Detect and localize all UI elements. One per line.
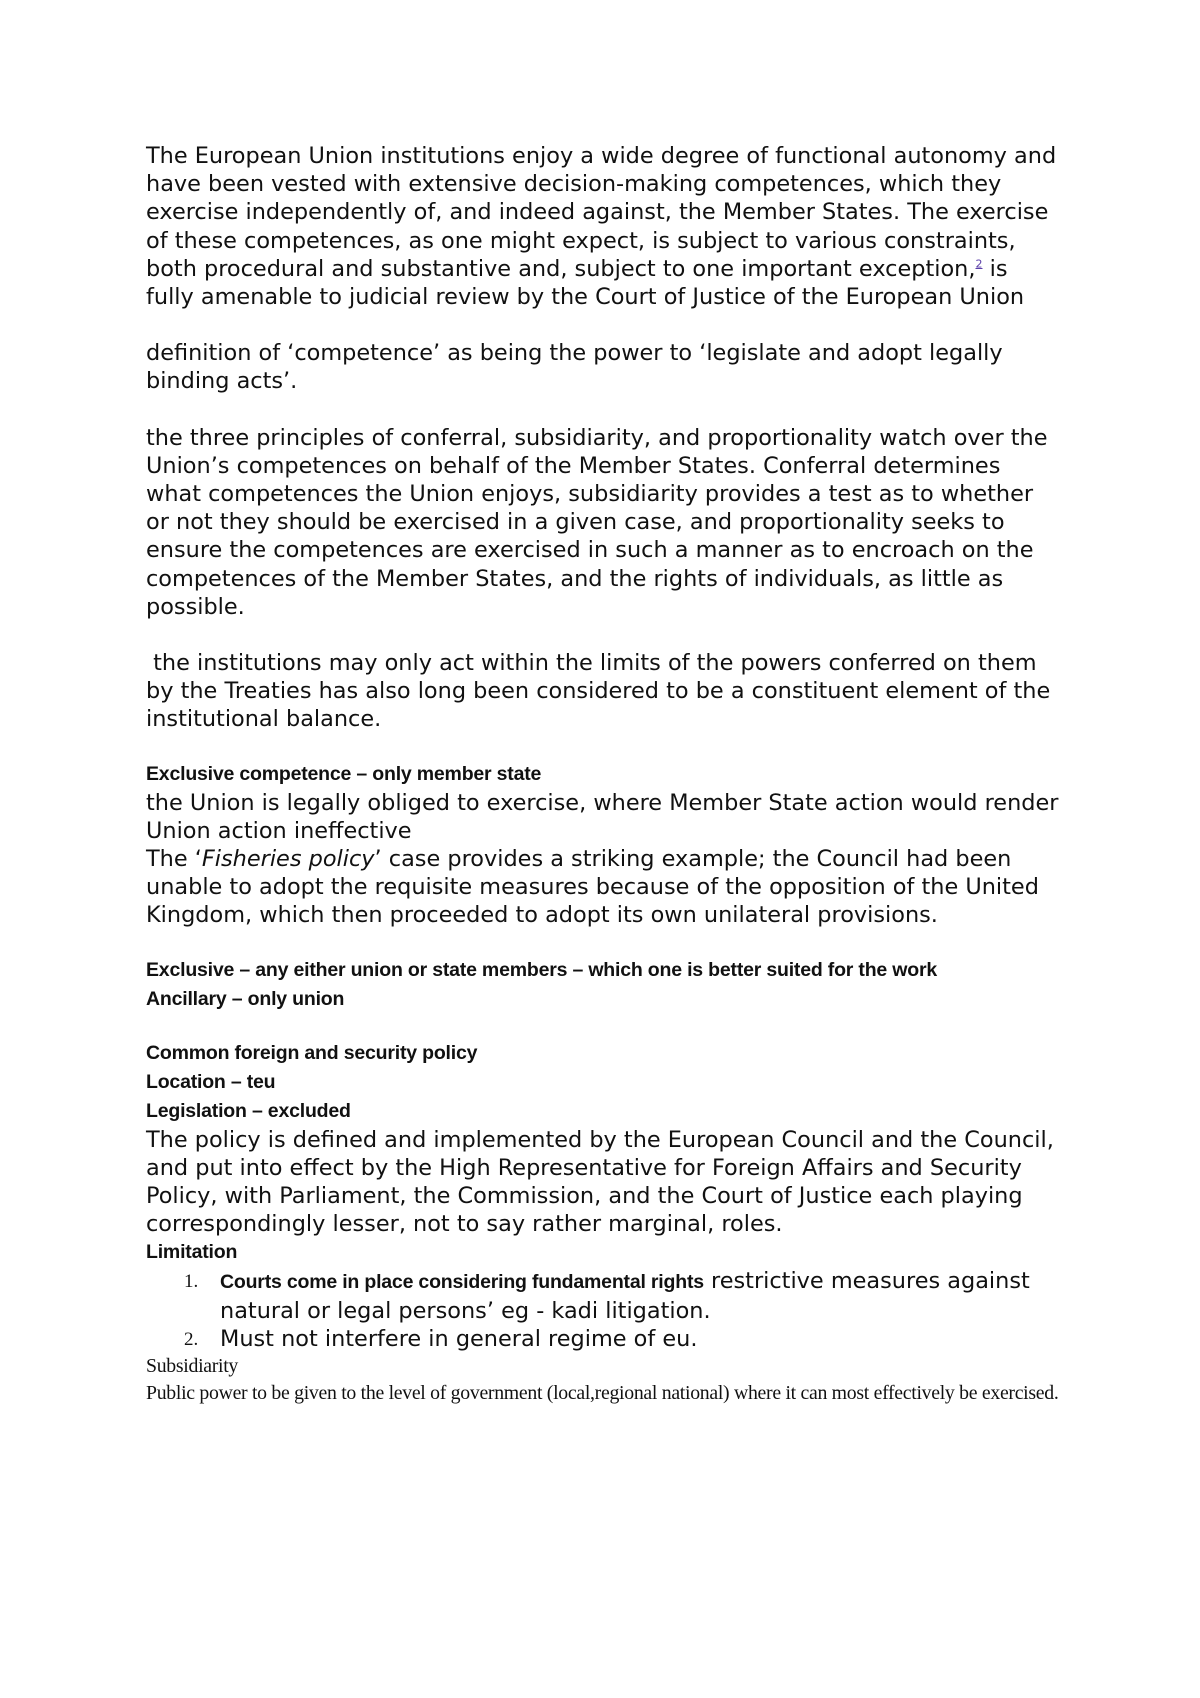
paragraph-text: The European Union institutions enjoy a wide degree of functional autonomy and have been vested with extensive decision-making competences, which they exercise independently of, and indeed against, the Member States. The exercise of these competences, as one might expect, is subject to various constraints, both procedural and substantive and, subject to one important exception, xyxy=(146,143,1057,282)
heading-ancillary: Ancillary – only union xyxy=(146,987,345,1010)
paragraph-text: The ‘ xyxy=(146,846,202,873)
paragraph-text: ’ case provides a striking example; the Council had been unable to adopt the requisite measures because of the opposition of the United Kingdom, which then proceeded to adopt its own unilateral provisions. xyxy=(146,846,1039,929)
paragraph-fisheries xyxy=(146,845,1061,930)
list-number: 1. xyxy=(184,1271,199,1293)
paragraph-institutional-balance: the institutions may only act within the limits of the powers conferred on them by the Treaties has also long been considered to be a constituent element of the institutional balance. xyxy=(146,650,1058,733)
list-item-text: restrictive measures against natural or legal persons’ eg - kadi litigation. xyxy=(220,1268,1030,1324)
case-name: Fisheries policy xyxy=(201,846,375,873)
heading-limitation: Limitation xyxy=(146,1241,238,1264)
paragraph-text: is fully amenable to judicial review by the Court of Justice of the European Union xyxy=(146,255,1025,311)
list-item-bold: Courts come in place considering fundamental rights xyxy=(220,1271,704,1294)
limitation-list xyxy=(146,1267,1061,1353)
list-item xyxy=(146,1267,1061,1324)
list-item-text: Must not interfere in general regime of eu. xyxy=(220,1325,698,1352)
paragraph-three-principles: the three principles of conferral, subsidiarity, and proportionality watch over the Union’s competences on behalf of the Member States. Conferral determines what competences the Union enjoys, subsidiarity provides a test as to whether or not they should be exercised in a given case, and proportionality seeks to ensure the competences are exercised in such a manner as to encroach on the competences of the Member States, and the rights of individuals, as little as possible. xyxy=(146,424,1048,620)
heading-subsidiarity: Subsidiarity xyxy=(146,1355,239,1378)
paragraph-institutions xyxy=(146,142,1061,311)
list-number: 2. xyxy=(184,1328,199,1350)
footnote-link[interactable]: 2 xyxy=(975,257,983,271)
heading-exclusive-competence: Exclusive competence – only member state xyxy=(146,762,542,785)
heading-legislation: Legislation – excluded xyxy=(146,1099,351,1122)
heading-location: Location – teu xyxy=(146,1070,276,1093)
list-item xyxy=(146,1325,1061,1353)
paragraph-subsidiarity: Public power to be given to the level of government (local,regional national) where it can most effectively be exercised. xyxy=(146,1382,1059,1405)
paragraph-exclusive-text: the Union is legally obliged to exercise, where Member State action would render Union action ineffective xyxy=(146,789,1059,844)
paragraph-cfsp: The policy is defined and implemented by the European Council and the Council, and put into effect by the High Representative for Foreign Affairs and Security Policy, with Parliament, the Commission, and the Court of Justice each playing correspondingly lesser, not to say rather marginal, roles. xyxy=(146,1126,1054,1238)
heading-shared-competence: Exclusive – any either union or state members – which one is better suited for the work xyxy=(146,958,937,981)
heading-cfsp: Common foreign and security policy xyxy=(146,1041,478,1064)
paragraph-competence-definition: definition of ‘competence’ as being the power to ‘legislate and adopt legally binding acts’. xyxy=(146,340,1003,395)
document-page xyxy=(146,142,1061,1407)
